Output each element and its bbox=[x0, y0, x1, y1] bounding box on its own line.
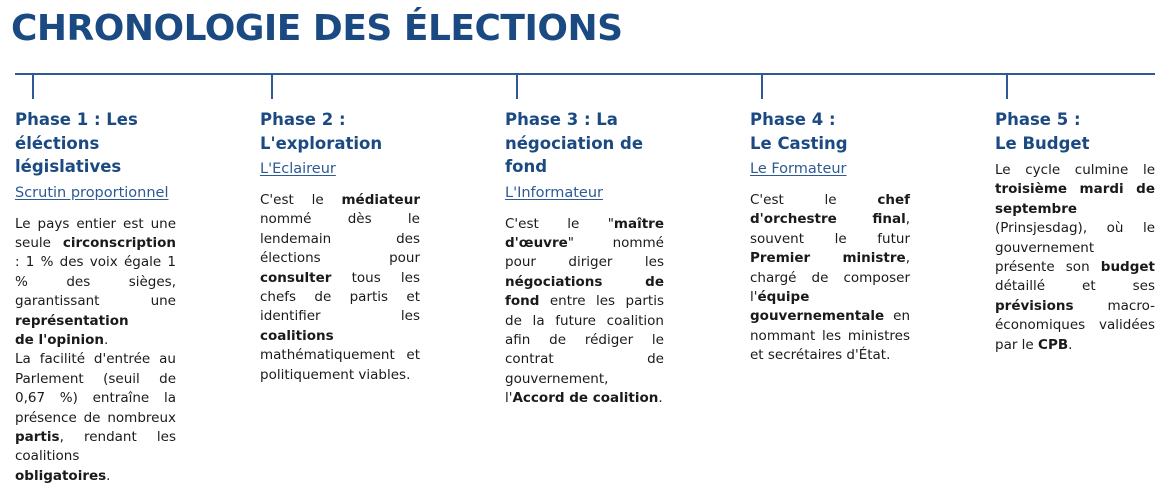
timeline-tick-phase-3 bbox=[516, 74, 518, 99]
phase-4-column bbox=[750, 108, 910, 366]
phase-3-role-link[interactable]: L'Informateur bbox=[505, 183, 603, 203]
phase-3-title: Phase 3 : La négociation de fond bbox=[505, 108, 664, 179]
timeline-line bbox=[15, 73, 1155, 75]
phase-4-title: Phase 4 : Le Casting bbox=[750, 108, 910, 155]
phase-5-description: Le cycle culmine le troisième mardi de septembre (Prinsjesdag), où le gouvernement présente son budget détaillé et ses prévisions macro-économiques validées par le CPB. bbox=[995, 161, 1155, 355]
phase-1-column bbox=[15, 108, 176, 486]
phase-1-role-link[interactable]: Scrutin proportionnel bbox=[15, 183, 169, 203]
phase-2-title: Phase 2 : L'exploration bbox=[260, 108, 420, 155]
phase-3-column bbox=[505, 108, 664, 409]
page-title: CHRONOLOGIE DES ÉLECTIONS bbox=[11, 8, 623, 49]
phase-2-description: C'est le médiateur nommé dès le lendemain des élections pour consulter tous les chefs de partis et identifier les coalitions mathématiquement et politiquement viables. bbox=[260, 191, 420, 385]
phase-5-column bbox=[995, 108, 1155, 355]
phase-4-description: C'est le chef d'orchestre final, souvent le futur Premier ministre, chargé de composer l'équipe gouvernementale en nommant les ministres et secrétaires d'État. bbox=[750, 191, 910, 366]
phase-5-title: Phase 5 : Le Budget bbox=[995, 108, 1155, 155]
phase-1-title: Phase 1 : Les éléctions législatives bbox=[15, 108, 176, 179]
phase-3-description: C'est le "maître d'œuvre" nommé pour diriger les négociations de fond entre les partis de la future coalition afin de rédiger le contrat de gouvernement, l'Accord de coalition. bbox=[505, 215, 664, 409]
timeline-tick-phase-1 bbox=[32, 74, 34, 99]
phase-2-column bbox=[260, 108, 420, 385]
phase-2-role-link[interactable]: L'Eclaireur bbox=[260, 159, 336, 179]
timeline-tick-phase-5 bbox=[1006, 74, 1008, 99]
phase-1-description: Le pays entier est une seule circonscription : 1 % des voix égale 1 % des sièges, garantissant une représentation de l'opinion. La facilité d'entrée au Parlement (seuil de 0,67 %) entraîne la présence de nombreux partis, rendant les coalitions obligatoires. bbox=[15, 215, 176, 486]
phase-4-role-link[interactable]: Le Formateur bbox=[750, 159, 847, 179]
timeline-tick-phase-4 bbox=[761, 74, 763, 99]
timeline-tick-phase-2 bbox=[271, 74, 273, 99]
